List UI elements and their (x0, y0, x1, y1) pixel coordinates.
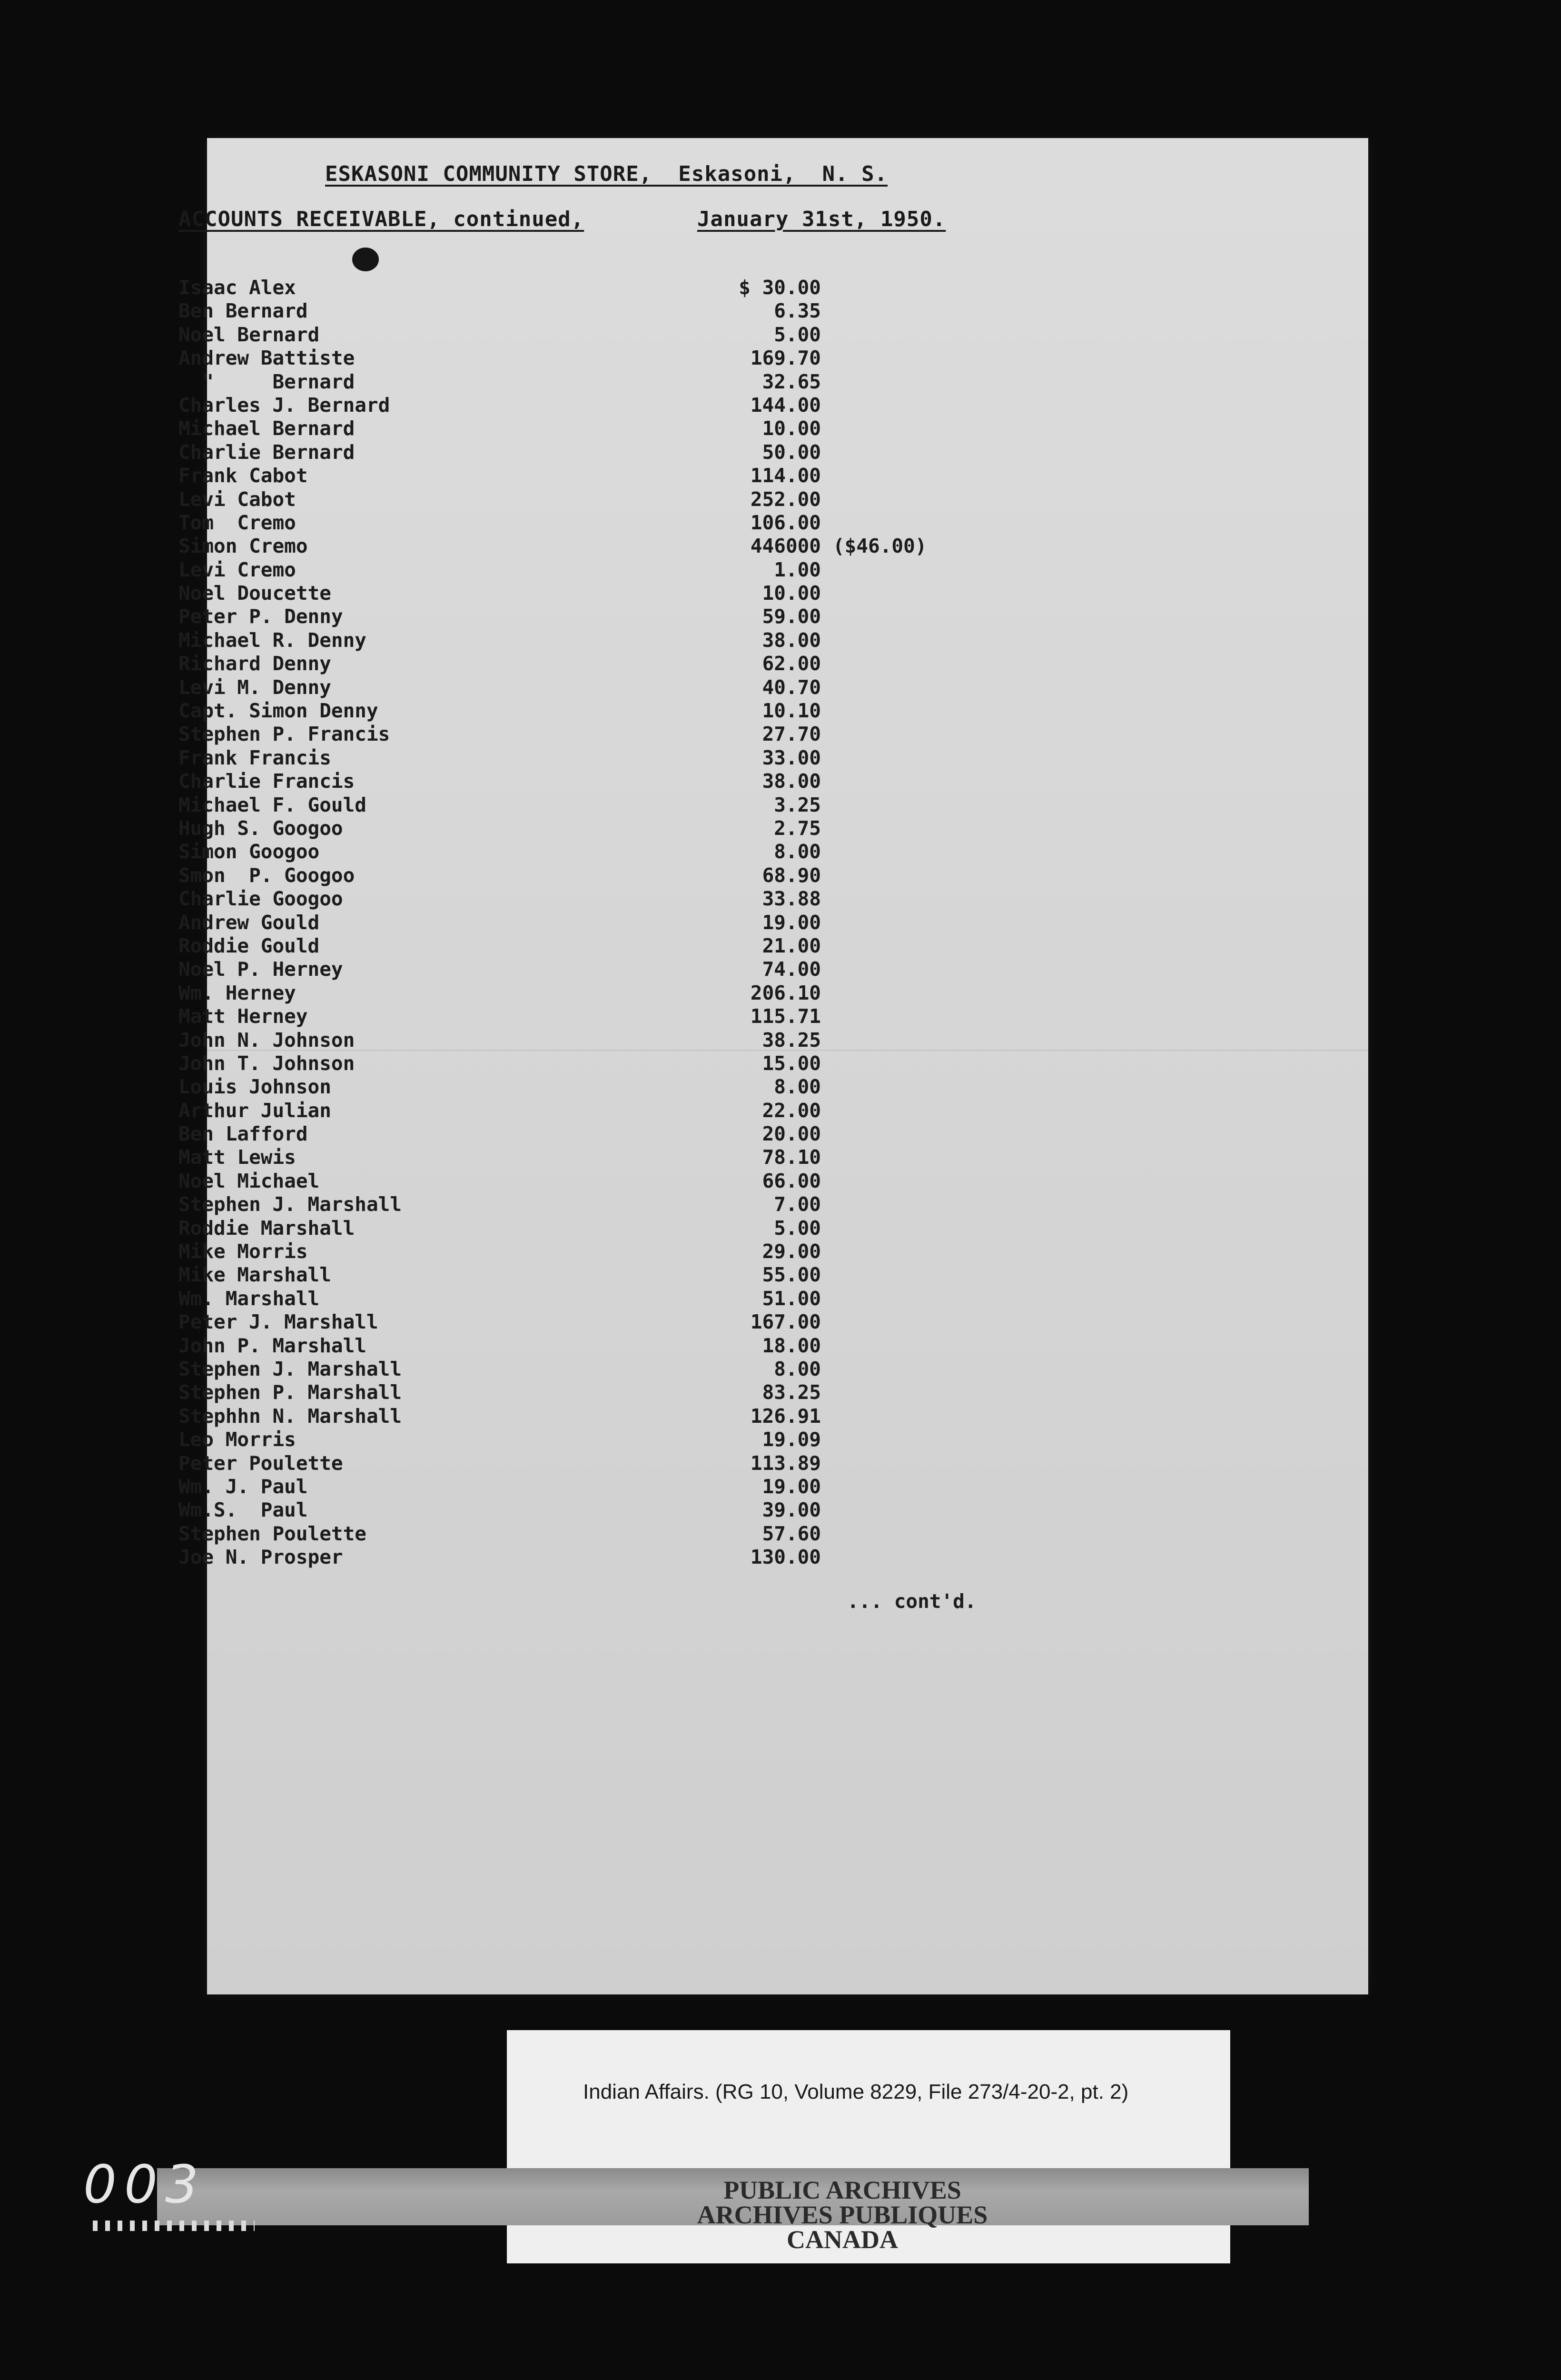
account-name: Smon P. Googoo (178, 863, 355, 887)
account-name: Michael R. Denny (178, 628, 366, 652)
stamp-line: CANADA (787, 2225, 898, 2254)
punch-hole (352, 248, 379, 271)
account-row (178, 1475, 1130, 1498)
section-title: ACCOUNTS RECEIVABLE, continued, (178, 207, 584, 231)
accounts-list (178, 276, 1130, 1569)
account-amount: 68.90 (762, 863, 821, 887)
account-row (178, 1240, 1130, 1263)
account-name: Mike Marshall (178, 1263, 331, 1287)
account-name: Ben Lafford (178, 1122, 308, 1146)
account-amount: 130.00 (750, 1546, 821, 1569)
account-name: Wm. Marshall (178, 1287, 320, 1310)
account-amount: 83.25 (762, 1381, 821, 1404)
account-amount: 206.10 (750, 981, 821, 1004)
account-name: Stephen J. Marshall (178, 1193, 402, 1216)
account-name: Simon Cremo (178, 535, 308, 558)
account-row (178, 1146, 1130, 1169)
account-row (178, 1452, 1130, 1475)
account-row (178, 1029, 1130, 1052)
account-name: Matt Lewis (178, 1146, 296, 1169)
account-row (178, 982, 1130, 1005)
account-name: Matt Herney (178, 1005, 308, 1028)
account-name: Wm.S. Paul (178, 1498, 308, 1522)
account-row (178, 511, 1130, 535)
account-amount: 29.00 (762, 1240, 821, 1263)
account-amount: 446000 (750, 535, 821, 558)
account-name: Peter J. Marshall (178, 1310, 378, 1334)
account-row (178, 488, 1130, 511)
account-name: Roddie Gould (178, 934, 320, 957)
account-row (178, 723, 1130, 746)
account-name: Peter P. Denny (178, 605, 343, 628)
account-row (178, 1522, 1130, 1546)
account-amount: 5.00 (774, 1216, 821, 1240)
account-name: Andrew Battiste (178, 347, 355, 370)
account-name: John N. Johnson (178, 1028, 355, 1051)
account-name: John T. Johnson (178, 1051, 355, 1075)
stamp-line: PUBLIC ARCHIVES (723, 2176, 961, 2204)
film-sprocket-marks (93, 2221, 255, 2231)
account-name: Charlie Googoo (178, 887, 343, 911)
account-amount: 7.00 (774, 1193, 821, 1216)
account-row (178, 676, 1130, 699)
account-row (178, 1170, 1130, 1193)
account-name: Noel P. Herney (178, 958, 343, 981)
account-row (178, 1075, 1130, 1099)
account-row (178, 934, 1130, 958)
account-name: Frank Cabot (178, 464, 308, 487)
account-name: Andrew Gould (178, 911, 320, 934)
account-amount: 40.70 (762, 675, 821, 699)
account-row (178, 911, 1130, 934)
account-amount: 10.10 (762, 699, 821, 723)
account-amount: 10.00 (762, 417, 821, 440)
account-amount: 8.00 (774, 1357, 821, 1380)
account-amount: 18.00 (762, 1334, 821, 1357)
account-name: Michael F. Gould (178, 793, 366, 816)
account-name: Stephen J. Marshall (178, 1357, 402, 1380)
account-name: Charlie Francis (178, 770, 355, 793)
account-amount: 6.35 (774, 299, 821, 323)
account-amount: 114.00 (750, 464, 821, 487)
account-row (178, 323, 1130, 347)
account-name: Leo Morris (178, 1428, 296, 1451)
account-amount: 33.00 (762, 746, 821, 769)
account-name: Levi Cremo (178, 558, 296, 581)
account-name: John P. Marshall (178, 1334, 366, 1357)
account-amount: 66.00 (762, 1169, 821, 1192)
account-amount: 38.00 (762, 628, 821, 652)
account-name: Noel Bernard (178, 323, 320, 346)
archive-stamp (609, 2178, 1076, 2252)
account-name: Mike Morris (178, 1240, 308, 1263)
account-amount: 38.00 (762, 770, 821, 793)
account-amount: 62.00 (762, 652, 821, 675)
account-amount: 22.00 (762, 1099, 821, 1122)
account-row (178, 887, 1130, 911)
account-amount: 19.09 (762, 1428, 821, 1451)
account-amount: 32.65 (762, 370, 821, 393)
account-amount: 1.00 (774, 558, 821, 581)
account-note: ($46.00) (833, 535, 927, 558)
account-amount: $ 30.00 (739, 276, 821, 299)
account-row (178, 582, 1130, 605)
account-name: Capt. Simon Denny (178, 699, 378, 723)
account-name: Wm. J. Paul (178, 1475, 308, 1498)
account-name: Charles J. Bernard (178, 393, 390, 416)
account-amount: 50.00 (762, 440, 821, 464)
account-amount: 19.00 (762, 911, 821, 934)
account-row (178, 864, 1130, 887)
store-title: ESKASONI COMMUNITY STORE, Eskasoni, N. S. (325, 162, 888, 186)
account-row (178, 370, 1130, 394)
account-amount: 167.00 (750, 1310, 821, 1334)
account-amount: 10.00 (762, 582, 821, 605)
account-amount: 5.00 (774, 323, 821, 346)
account-row (178, 1005, 1130, 1028)
account-row (178, 1498, 1130, 1522)
account-amount: 74.00 (762, 958, 821, 981)
account-amount: 113.89 (750, 1451, 821, 1475)
account-name: Richard Denny (178, 652, 331, 675)
account-name: Levi M. Denny (178, 675, 331, 699)
account-amount: 20.00 (762, 1122, 821, 1146)
account-row (178, 605, 1130, 628)
account-name: Roddie Marshall (178, 1216, 355, 1240)
account-row (178, 1263, 1130, 1287)
account-row (178, 652, 1130, 675)
account-row (178, 1122, 1130, 1146)
account-row (178, 1334, 1130, 1358)
account-amount: 59.00 (762, 605, 821, 628)
account-amount: 115.71 (750, 1005, 821, 1028)
account-row (178, 394, 1130, 417)
account-row (178, 1358, 1130, 1381)
account-amount: 39.00 (762, 1498, 821, 1522)
archive-citation: Indian Affairs. (RG 10, Volume 8229, File 273/4-20-2, pt. 2) (583, 2080, 1129, 2103)
account-amount: 252.00 (750, 487, 821, 511)
account-amount: 8.00 (774, 840, 821, 863)
account-amount: 33.88 (762, 887, 821, 911)
account-row (178, 535, 1130, 558)
account-name: Levi Cabot (178, 487, 296, 511)
account-amount: 19.00 (762, 1475, 821, 1498)
account-row (178, 1310, 1130, 1334)
account-row (178, 464, 1130, 487)
account-row (178, 629, 1130, 652)
continued-note: ... cont'd. (847, 1590, 977, 1613)
account-row (178, 1099, 1130, 1122)
account-amount: 169.70 (750, 347, 821, 370)
stamp-line: ARCHIVES PUBLIQUES (697, 2201, 988, 2229)
account-amount: 21.00 (762, 934, 821, 957)
account-amount: 3.25 (774, 793, 821, 816)
document-date: January 31st, 1950. (697, 207, 946, 231)
account-name: Simon Googoo (178, 840, 320, 863)
account-name: Frank Francis (178, 746, 331, 769)
account-amount: 27.70 (762, 723, 821, 746)
account-row (178, 299, 1130, 323)
account-row (178, 699, 1130, 723)
account-name: Noel Michael (178, 1169, 320, 1192)
account-row (178, 746, 1130, 770)
account-name: Joe N. Prosper (178, 1546, 343, 1569)
account-name: Arthur Julian (178, 1099, 331, 1122)
account-name: Stephhn N. Marshall (178, 1404, 402, 1428)
account-amount: 55.00 (762, 1263, 821, 1287)
account-name: Isaac Alex (178, 276, 296, 299)
account-name: Noel Doucette (178, 582, 331, 605)
account-row (178, 558, 1130, 582)
account-amount: 38.25 (762, 1028, 821, 1051)
account-name: Michael Bernard (178, 417, 355, 440)
account-row (178, 958, 1130, 981)
account-row (178, 770, 1130, 793)
account-amount: 144.00 (750, 393, 821, 416)
account-amount: 126.91 (750, 1404, 821, 1428)
account-row (178, 1052, 1130, 1075)
account-row (178, 840, 1130, 863)
account-name: Peter Poulette (178, 1451, 343, 1475)
account-row (178, 276, 1130, 299)
account-row (178, 1287, 1130, 1310)
account-row (178, 1546, 1130, 1569)
account-name: Hugh S. Googoo (178, 816, 343, 840)
account-amount: 106.00 (750, 511, 821, 534)
film-frame-number: 003 (83, 2154, 206, 2215)
account-row (178, 817, 1130, 840)
account-amount: 15.00 (762, 1051, 821, 1075)
account-name: Ben Bernard (178, 299, 308, 323)
account-name: Charlie Bernard (178, 440, 355, 464)
account-amount: 51.00 (762, 1287, 821, 1310)
account-name: " Bernard (178, 370, 355, 393)
account-row (178, 1405, 1130, 1428)
account-name: Stephen P. Francis (178, 723, 390, 746)
account-amount: 78.10 (762, 1146, 821, 1169)
account-amount: 2.75 (774, 816, 821, 840)
account-name: Stephen Poulette (178, 1522, 366, 1545)
account-row (178, 417, 1130, 440)
account-name: Wm. Herney (178, 981, 296, 1004)
account-amount: 8.00 (774, 1075, 821, 1099)
account-row (178, 1217, 1130, 1240)
account-name: Stephen P. Marshall (178, 1381, 402, 1404)
account-row (178, 347, 1130, 370)
account-row (178, 441, 1130, 464)
account-amount: 57.60 (762, 1522, 821, 1545)
account-name: Louis Johnson (178, 1075, 331, 1099)
account-row (178, 1381, 1130, 1404)
account-row (178, 1428, 1130, 1451)
account-row (178, 793, 1130, 817)
account-row (178, 1193, 1130, 1216)
account-name: Tom Cremo (178, 511, 296, 534)
